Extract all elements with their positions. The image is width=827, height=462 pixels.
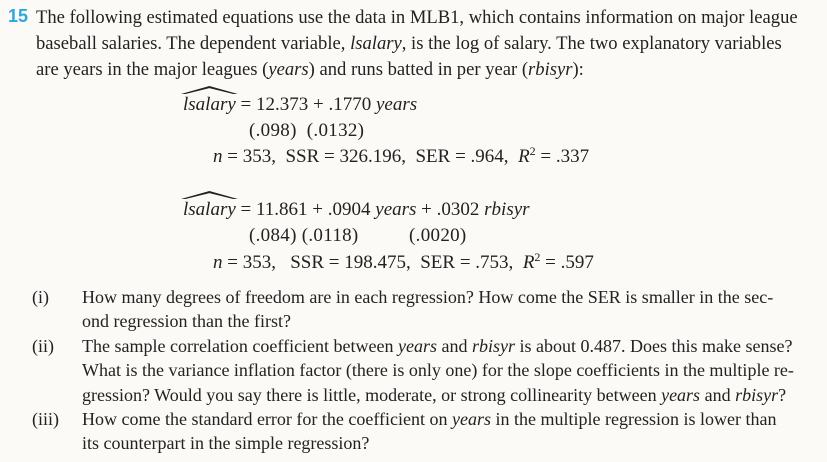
- question-line: What is the variance inflation factor (there is only one) for the slope coefficients in the multiple re-: [82, 360, 794, 381]
- question-line: How come the standard error for the coefficient on years in the multiple regression is lower than: [82, 409, 777, 430]
- equation-2-standard-errors: (.084) (.0118) (.0020): [249, 225, 467, 246]
- problem-number: 15: [8, 6, 29, 26]
- equation-2: [183, 197, 530, 249]
- equation-1: [183, 92, 417, 144]
- questions-list: [0, 285, 827, 456]
- lsalary-hat: lsalary: [183, 197, 236, 223]
- intro-line: The following estimated equations use the data in MLB1, which contains information on major league: [36, 7, 798, 28]
- question-text: [82, 407, 827, 456]
- equation-1-model: [183, 92, 417, 118]
- question-line: How many degrees of freedom are in each regression? How come the SER is smaller in the sec-: [82, 287, 774, 307]
- question-label: (iii): [32, 409, 59, 430]
- question-item-ii: [0, 334, 827, 407]
- lsalary-hat: lsalary: [183, 92, 236, 118]
- equation-2-model: [183, 197, 530, 223]
- question-label: (i): [32, 287, 49, 307]
- equation-1-rhs: = 12.373 + .1770 years: [235, 94, 418, 115]
- question-label: (ii): [32, 335, 54, 356]
- question-item-i: [0, 285, 827, 334]
- question-line: The sample correlation coefficient between years and rbisyr is about 0.487. Does this make sense?: [82, 335, 793, 356]
- question-text: [82, 334, 827, 407]
- intro-line: baseball salaries. The dependent variable, lsalary, is the log of salary. The two explanatory variables: [36, 33, 782, 54]
- equation-2-rhs: = 11.861 + .0904 years + .0302 rbisyr: [235, 199, 530, 220]
- question-item-iii: [0, 407, 827, 456]
- equation-1-standard-errors: (.098) (.0132): [249, 120, 365, 141]
- equation-1-stats: n = 353, SSR = 326.196, SER = .964, $R^2 = .337$: [213, 144, 590, 167]
- intro-line: are years in the major leagues (years) and runs batted in per year (rbisyr):: [36, 59, 584, 80]
- intro-paragraph: [36, 5, 798, 83]
- question-line: its counterpart in the simple regression?: [82, 433, 370, 454]
- question-line: gression? Would you say there is little, moderate, or strong collinearity between years and rbisyr?: [82, 384, 787, 405]
- equation-2-stats: n = 353, SSR = 198.475, SER = .753, $R^2 = .597$: [213, 250, 594, 273]
- question-line: ond regression than the first?: [82, 311, 291, 332]
- question-text: [82, 285, 827, 334]
